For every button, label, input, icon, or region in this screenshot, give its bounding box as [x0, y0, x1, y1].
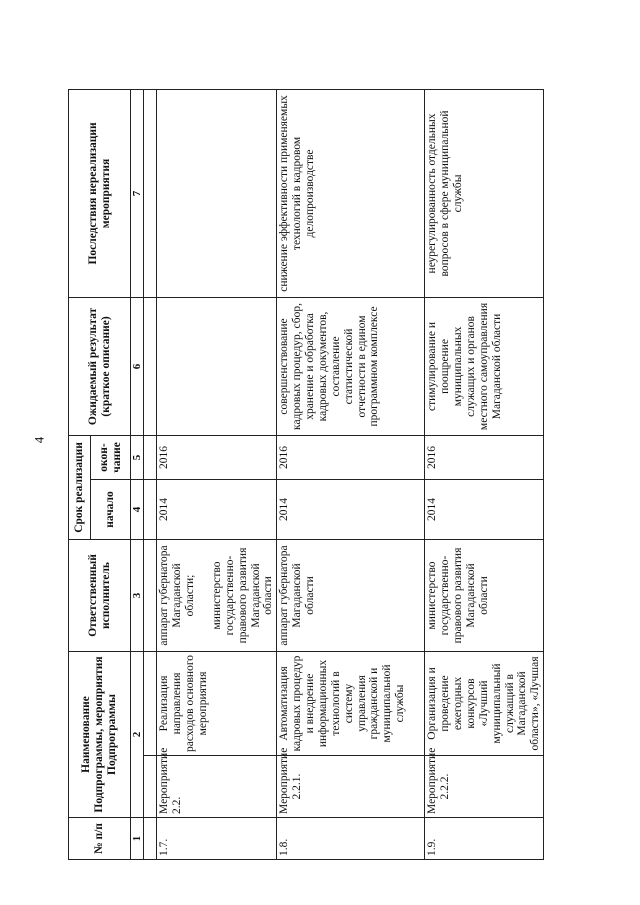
- column-index: 6: [131, 297, 144, 435]
- row-num: 1.8.: [277, 818, 425, 860]
- header-num: № п/п: [69, 818, 131, 860]
- executor-primary: аппарат губернатора Магаданской области;: [158, 545, 197, 646]
- header-name: Наименование Подпрограммы, мероприятия Подпрограммы: [69, 651, 131, 817]
- column-index: 4: [131, 479, 144, 539]
- table-row: [425, 89, 544, 859]
- measure-name: Реализация направления расходов основного мероприятия: [157, 651, 277, 755]
- consequences: неурегулированность отдельных вопросов в сфере муниципальной службы: [425, 89, 544, 297]
- measure-code: Мероприятие 2.2.2.: [425, 756, 544, 818]
- table-row: [277, 89, 425, 859]
- column-index: 2: [131, 651, 144, 817]
- spacer-row: [144, 89, 157, 859]
- measure-code: Мероприятие 2.2.1.: [277, 756, 425, 818]
- consequences: снижение эффективности применяемых технологий в кадровом делопроизводстве: [277, 89, 425, 297]
- header-term: Срок реализации: [69, 435, 91, 539]
- header-result: Ожидаемый результат (краткое описание): [69, 297, 131, 435]
- start-year: 2014: [277, 479, 425, 539]
- measures-table: [68, 89, 544, 860]
- header-executor: Ответственный исполнитель: [69, 539, 131, 651]
- column-index-row: [131, 89, 144, 859]
- measure-code: Мероприятие 2.2.: [157, 756, 277, 818]
- consequences: [157, 89, 277, 297]
- header-start: начало: [91, 479, 131, 539]
- table-row: [157, 89, 277, 859]
- header-end: окон-чание: [91, 435, 131, 479]
- row-num: 1.7.: [157, 818, 277, 860]
- rotated-sheet: [68, 90, 542, 860]
- row-num: 1.9.: [425, 818, 544, 860]
- executor: [157, 539, 277, 651]
- end-year: 2016: [157, 435, 277, 479]
- column-index: 1: [131, 818, 144, 860]
- executor: аппарат губернатора Магаданской области: [277, 539, 425, 651]
- column-index: 7: [131, 89, 144, 297]
- expected-result: [157, 297, 277, 435]
- executor-secondary: министерство государственно-правового развития Магаданской области: [210, 547, 275, 644]
- expected-result: стимулирование и поощрение муниципальных служащих и органов местного самоуправления Магаданской области: [425, 297, 544, 435]
- page-number: 4: [31, 436, 47, 444]
- header-consequences: Последствия нереализации мероприятия: [69, 89, 131, 297]
- measure-name: Организация и проведение ежегодных конкурсов «Лучший муниципальный служащий в Магаданской области», «Лучшая: [425, 651, 544, 755]
- column-index: 3: [131, 539, 144, 651]
- expected-result: совершенствование кадровых процедур, сбор, хранение и обработка кадровых документов, составление статистической отчетности в едином программном комплексе: [277, 297, 425, 435]
- end-year: 2016: [277, 435, 425, 479]
- executor: министерство государственно-правового развития Магаданской области: [425, 539, 544, 651]
- end-year: 2016: [425, 435, 544, 479]
- column-index: 5: [131, 435, 144, 479]
- measure-name: Автоматизация кадровых процедур и внедрение информационных технологий в систему управления гражданской и муниципальной службы: [277, 651, 425, 755]
- start-year: 2014: [157, 479, 277, 539]
- start-year: 2014: [425, 479, 544, 539]
